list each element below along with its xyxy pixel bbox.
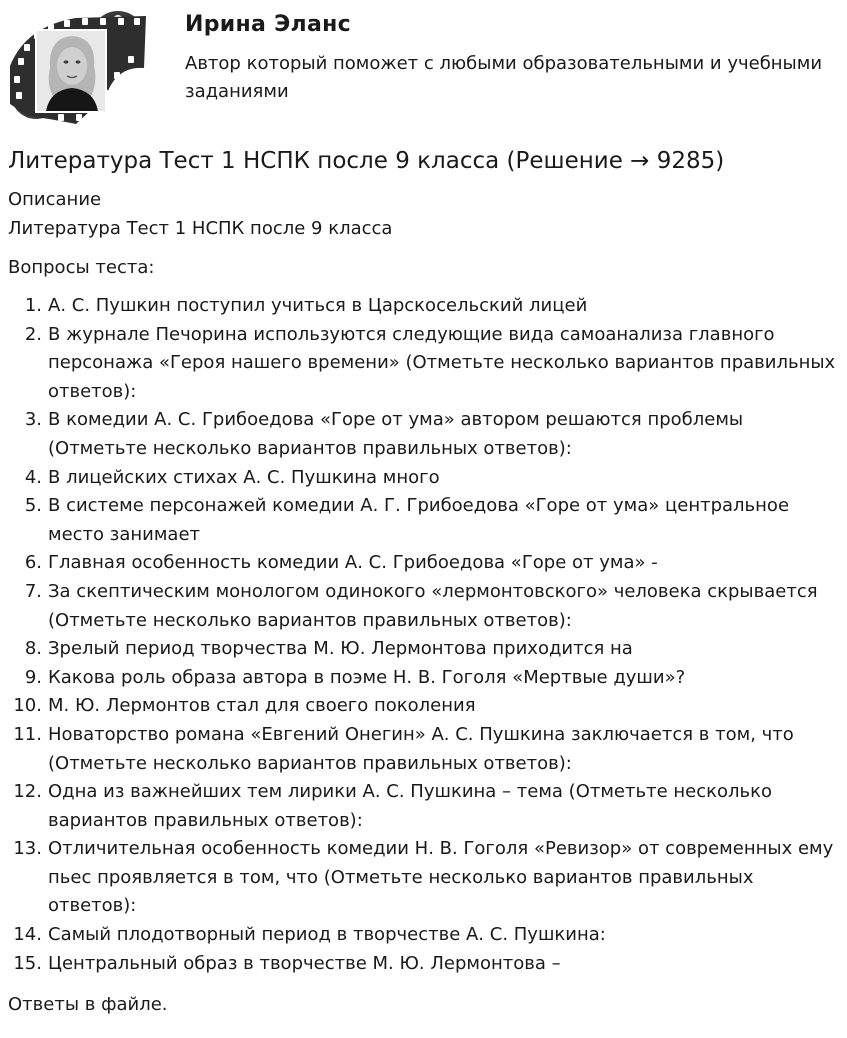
questions-label: Вопросы теста: [8, 257, 155, 278]
question-item [0, 950, 847, 979]
question-text: М. Ю. Лермонтов стал для своего поколения [48, 695, 476, 717]
question-text: Самый плодотворный период в творчестве А. С. Пушкина: [48, 924, 606, 946]
question-item [0, 835, 847, 921]
question-number: 9. [24, 666, 42, 688]
answers-note: Ответы в файле. [8, 994, 168, 1015]
question-text: Какова роль образа автора в поэме Н. В. Гоголя «Мертвые души»? [48, 666, 686, 688]
question-text: А. С. Пушкин поступил учиться в Царскосельский лицей [48, 295, 588, 316]
questions-list [0, 292, 847, 978]
question-number: 7. [24, 580, 42, 602]
page-title: Литература Тест 1 НСПК после 9 класса (Решение → 9285) [8, 148, 725, 174]
author-avatar[interactable] [6, 6, 152, 126]
question-text: В комедии А. С. Грибоедова «Горе от ума» автором решаются проблемы (Отметьте несколько вариантов правильных ответов): [48, 409, 744, 459]
question-text: За скептическим монологом одинокого «лермонтовского» человека скрывается (Отметьте несколько вариантов правильных ответов): [48, 580, 818, 631]
question-text: Новаторство романа «Евгений Онегин» А. С. Пушкина заключается в том, что (Отметьте несколько вариантов правильных ответов): [48, 723, 794, 774]
question-number: 3. [24, 409, 42, 431]
question-item [0, 664, 847, 693]
question-number: 6. [24, 552, 42, 574]
question-item [0, 464, 847, 493]
question-text: Центральный образ в творчестве М. Ю. Лермонтова – [48, 952, 561, 974]
question-number: 8. [24, 638, 42, 660]
question-item [0, 321, 847, 407]
author-name[interactable]: Ирина Эланс [185, 12, 351, 37]
question-number: 10. [13, 695, 42, 717]
question-number: 12. [13, 781, 42, 803]
description-text: Литература Тест 1 НСПК после 9 класса [8, 218, 393, 239]
question-text: В системе персонажей комедии А. Г. Грибоедова «Горе от ума» центральное место занимает [48, 495, 790, 545]
question-item [0, 492, 847, 549]
question-number: 14. [13, 924, 42, 946]
question-item [0, 406, 847, 463]
question-item [0, 778, 847, 835]
author-description: Автор который поможет с любыми образовательными и учебными заданиями [185, 53, 823, 102]
question-text: Главная особенность комедии А. С. Грибоедова «Горе от ума» - [48, 552, 658, 574]
author-header [0, 0, 847, 130]
question-item [0, 692, 847, 721]
question-item [0, 635, 847, 664]
question-text: В лицейских стихах А. С. Пушкина много [48, 466, 440, 488]
question-item [0, 721, 847, 778]
question-number: 13. [13, 838, 42, 860]
question-number: 2. [24, 323, 42, 345]
question-number: 5. [24, 495, 42, 517]
question-text: Зрелый период творчества М. Ю. Лермонтова приходится на [48, 638, 633, 660]
question-item [0, 578, 847, 635]
question-item [0, 549, 847, 578]
question-number: 4. [24, 466, 42, 488]
question-item [0, 292, 847, 321]
question-item [0, 921, 847, 950]
film-frame-avatar-image [6, 6, 152, 126]
question-text: В журнале Печорина используются следующие вида самоанализа главного персонажа «Героя нашего времени» (Отметьте несколько вариантов правильных ответов): [48, 323, 836, 402]
question-number: 15. [13, 952, 42, 974]
question-text: Отличительная особенность комедии Н. В. Гоголя «Ревизор» от современных ему пьес проявляется в том, что (Отметьте несколько вариантов правильных ответов): [48, 838, 834, 917]
question-number: 1. [24, 295, 42, 316]
description-label: Описание [8, 189, 102, 210]
question-text: Одна из важнейших тем лирики А. С. Пушкина – тема (Отметьте несколько вариантов правильных ответов): [48, 781, 772, 831]
question-number: 11. [13, 723, 42, 745]
